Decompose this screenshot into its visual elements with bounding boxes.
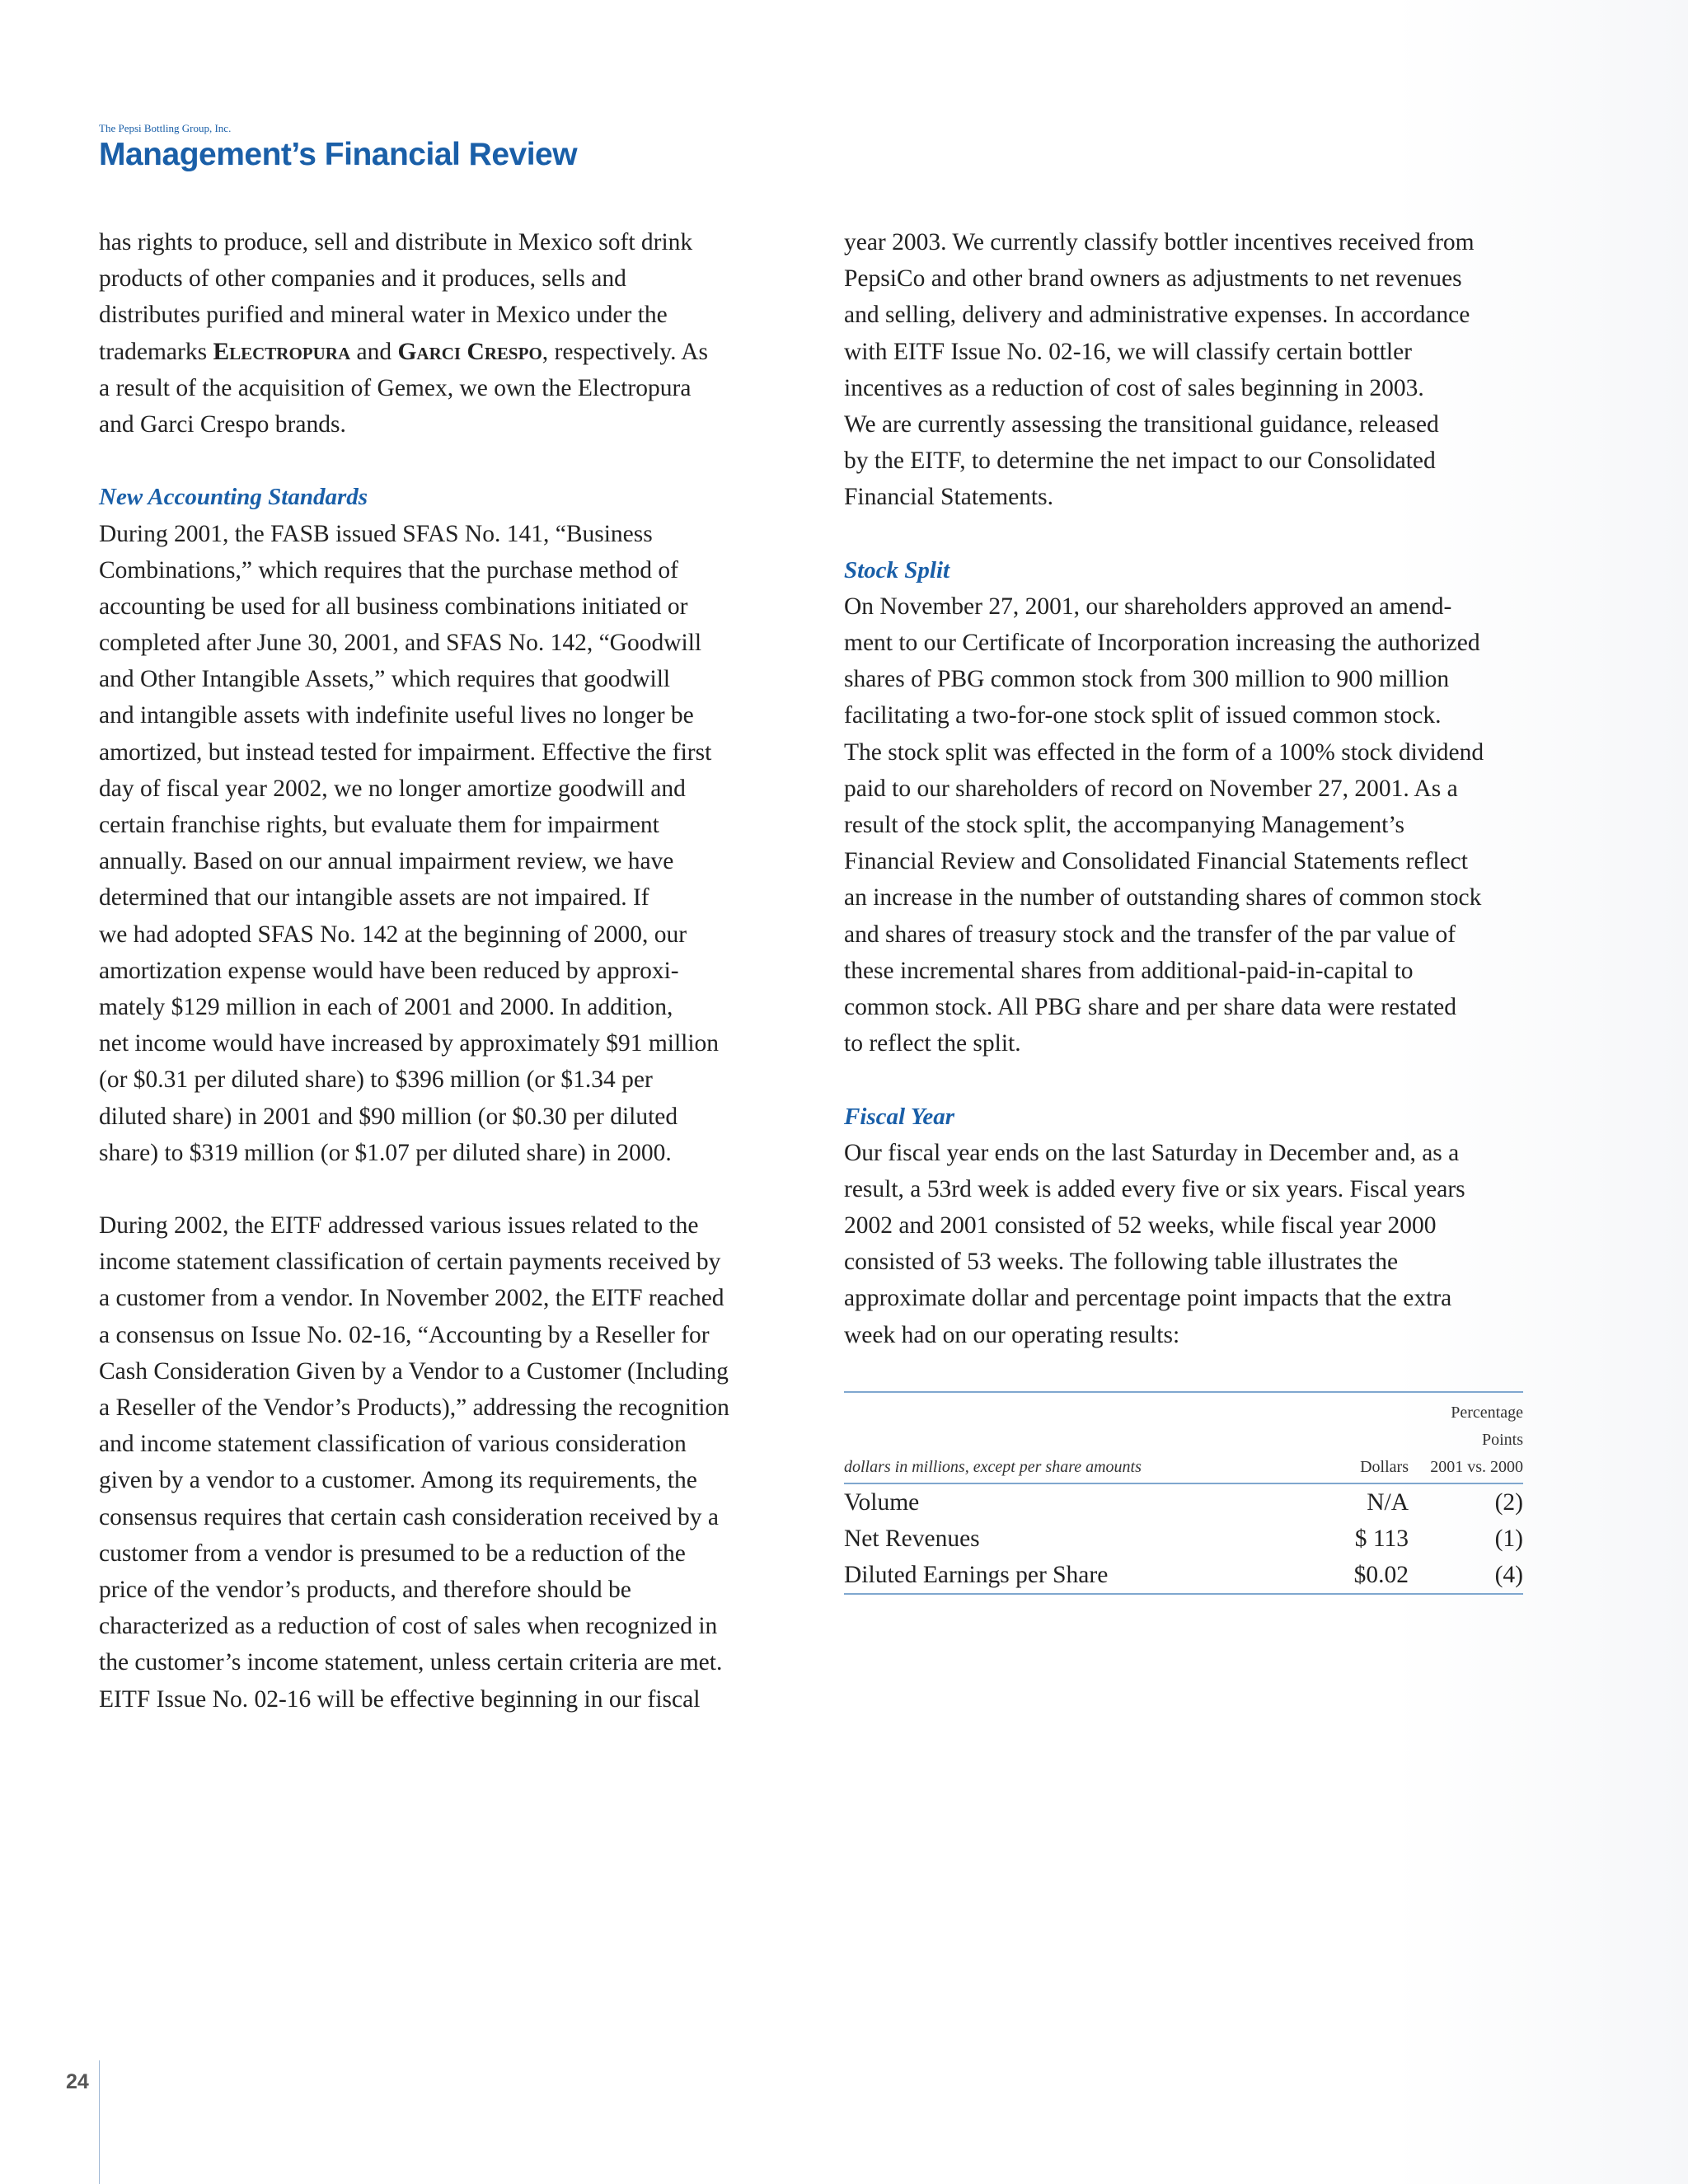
text-line: approximate dollar and percentage point impacts that the extra	[844, 1285, 1452, 1312]
text-line: day of fiscal year 2002, we no longer amortize goodwill and	[99, 775, 686, 802]
text-line: a result of the acquisition of Gemex, we own the Electropura	[99, 374, 692, 401]
text-line: During 2002, the EITF addressed various issues related to the	[99, 1212, 699, 1240]
fiscal-year-paragraph	[844, 1135, 1528, 1353]
text-fragment: , respectively. As	[542, 338, 709, 365]
header-period: 2001 vs. 2000	[1409, 1454, 1523, 1483]
text-fragment: trademarks	[99, 338, 213, 365]
text-line: Combinations,” which requires that the purchase method of	[99, 556, 678, 583]
accounting-paragraph-2	[99, 1207, 783, 1718]
row-dollars: $0.02	[1353, 1562, 1409, 1588]
text-line: a consensus on Issue No. 02-16, “Accounting by a Reseller for	[99, 1321, 710, 1348]
header-dollars: Dollars	[1273, 1454, 1409, 1483]
text-line: mately $129 million in each of 2001 and 2000. In addition,	[99, 993, 673, 1020]
row-label: Net Revenues	[844, 1526, 980, 1552]
text-line: amortization expense would have been reduced by approxi-	[99, 957, 679, 984]
text-line: we had adopted SFAS No. 142 at the beginning of 2000, our	[99, 921, 687, 948]
row-points: (1)	[1494, 1526, 1523, 1552]
text-line: (or $0.31 per diluted share) to $396 million (or $1.34 per	[99, 1066, 653, 1094]
text-line: Financial Review and Consolidated Financial Statements reflect	[844, 848, 1468, 875]
text-line: facilitating a two-for-one stock split of issued common stock.	[844, 702, 1442, 729]
table-row	[844, 1521, 1523, 1557]
text-line: an increase in the number of outstanding shares of common stock	[844, 884, 1482, 912]
table-row	[844, 1483, 1523, 1521]
text-line: consensus requires that certain cash consideration received by a	[99, 1503, 719, 1530]
header-percentage: Percentage	[1451, 1404, 1523, 1422]
heading-stock-split: Stock Split	[844, 556, 950, 583]
table-row	[844, 1557, 1523, 1594]
text-line: year 2003. We currently classify bottler incentives received from	[844, 229, 1475, 255]
text-line: and intangible assets with indefinite useful lives no longer be	[99, 702, 694, 729]
text-line: shares of PBG common stock from 300 million to 900 million	[844, 666, 1450, 693]
text-line: characterized as a reduction of cost of sales when recognized in	[99, 1613, 718, 1640]
page-title: Management’s Financial Review	[99, 137, 578, 172]
header-points: Points	[1481, 1431, 1523, 1449]
accounting-paragraph-1	[99, 516, 783, 1171]
left-column	[99, 224, 783, 1718]
text-line: with EITF Issue No. 02-16, we will classify certain bottler	[844, 338, 1413, 365]
text-line: incentives as a reduction of cost of sales beginning in 2003.	[844, 374, 1424, 401]
text-line: has rights to produce, sell and distribute in Mexico soft drink	[99, 229, 693, 255]
text-line: result, a 53rd week is added every five or six years. Fiscal years	[844, 1175, 1465, 1202]
brand-garci-crespo: Garci Crespo	[397, 338, 542, 365]
text-line: and income statement classification of various consideration	[99, 1431, 687, 1458]
text-line: diluted share) in 2001 and $90 million (or $0.30 per diluted	[99, 1103, 678, 1130]
text-line: share) to $319 million (or $1.07 per diluted share) in 2000.	[99, 1139, 672, 1166]
text-line: Our fiscal year ends on the last Saturday in December and, as a	[844, 1139, 1460, 1166]
text-line: On November 27, 2001, our shareholders approved an amend-	[844, 593, 1452, 620]
row-dollars: N/A	[1367, 1489, 1409, 1516]
row-points: (4)	[1494, 1562, 1523, 1588]
row-label: Diluted Earnings per Share	[844, 1562, 1109, 1588]
text-line: customer from a vendor is presumed to be a reduction of the	[99, 1540, 686, 1567]
text-line: EITF Issue No. 02-16 will be effective beginning in our fiscal	[99, 1685, 701, 1713]
right-column	[844, 224, 1528, 1353]
text-line: a Reseller of the Vendor’s Products),” addressing the recognition	[99, 1394, 729, 1421]
text-line: We are currently assessing the transitional guidance, released	[844, 410, 1439, 438]
text-line: distributes purified and mineral water in Mexico under the	[99, 302, 668, 329]
heading-fiscal-year: Fiscal Year	[844, 1103, 954, 1130]
text-line: products of other companies and it produces, sells and	[99, 265, 626, 293]
text-line: amortized, but instead tested for impairment. Effective the first	[99, 738, 712, 766]
text-line: accounting be used for all business combinations initiated or	[99, 593, 688, 620]
text-line: Cash Consideration Given by a Vendor to a Customer (Including	[99, 1357, 729, 1385]
brand-electropura: Electropura	[213, 338, 351, 365]
text-line: paid to our shareholders of record on November 27, 2001. As a	[844, 775, 1458, 802]
extra-week-impact-table	[844, 1391, 1523, 1595]
text-line: ment to our Certificate of Incorporation increasing the authorized	[844, 630, 1480, 657]
text-line: and Other Intangible Assets,” which requires that goodwill	[99, 666, 671, 693]
text-line: consisted of 53 weeks. The following table illustrates the	[844, 1249, 1399, 1276]
row-dollars: $ 113	[1354, 1526, 1409, 1552]
text-line: PepsiCo and other brand owners as adjustments to net revenues	[844, 265, 1462, 293]
text-line: a customer from a vendor. In November 2002, the EITF reached	[99, 1285, 724, 1312]
text-line: to reflect the split.	[844, 1030, 1021, 1057]
text-line: certain franchise rights, but evaluate them for impairment	[99, 812, 659, 838]
text-line: Financial Statements.	[844, 484, 1053, 511]
text-line: During 2001, the FASB issued SFAS No. 141, “Business	[99, 520, 653, 547]
text-line: net income would have increased by approximately $91 million	[99, 1030, 720, 1057]
text-line: given by a vendor to a customer. Among its requirements, the	[99, 1467, 697, 1494]
stock-split-paragraph	[844, 588, 1528, 1062]
text-line: annually. Based on our annual impairment review, we have	[99, 848, 674, 875]
text-line: the customer’s income statement, unless certain criteria are met.	[99, 1649, 723, 1676]
text-line: completed after June 30, 2001, and SFAS No. 142, “Goodwill	[99, 630, 702, 657]
row-label: Volume	[844, 1489, 920, 1516]
text-line: The stock split was effected in the form of a 100% stock dividend	[844, 738, 1484, 766]
page-number-rule	[99, 2060, 100, 2184]
text-fragment: and	[350, 338, 398, 365]
text-line: week had on our operating results:	[844, 1321, 1180, 1348]
text-line: price of the vendor’s products, and therefore should be	[99, 1576, 631, 1603]
heading-new-accounting-standards: New Accounting Standards	[99, 484, 368, 511]
text-line: and shares of treasury stock and the transfer of the par value of	[844, 921, 1456, 948]
page-number: 24	[66, 2070, 89, 2093]
text-line: result of the stock split, the accompanying Management’s	[844, 812, 1404, 838]
intro-paragraph	[99, 224, 783, 443]
text-line: 2002 and 2001 consisted of 52 weeks, while fiscal year 2000	[844, 1212, 1437, 1240]
text-line: and Garci Crespo brands.	[99, 410, 346, 438]
text-line: and selling, delivery and administrative expenses. In accordance	[844, 302, 1470, 329]
trademark-line	[99, 334, 783, 370]
text-line: determined that our intangible assets are not impaired. If	[99, 884, 649, 912]
text-line: income statement classification of certain payments received by	[99, 1249, 721, 1276]
continuation-paragraph	[844, 224, 1528, 516]
text-line: by the EITF, to determine the net impact to our Consolidated	[844, 448, 1436, 475]
company-name: The Pepsi Bottling Group, Inc.	[99, 122, 232, 134]
row-points: (2)	[1494, 1489, 1523, 1516]
text-line: these incremental shares from additional-paid-in-capital to	[844, 957, 1414, 984]
text-line: common stock. All PBG share and per share data were restated	[844, 993, 1457, 1020]
header-units-note: dollars in millions, except per share amounts	[844, 1454, 1273, 1483]
